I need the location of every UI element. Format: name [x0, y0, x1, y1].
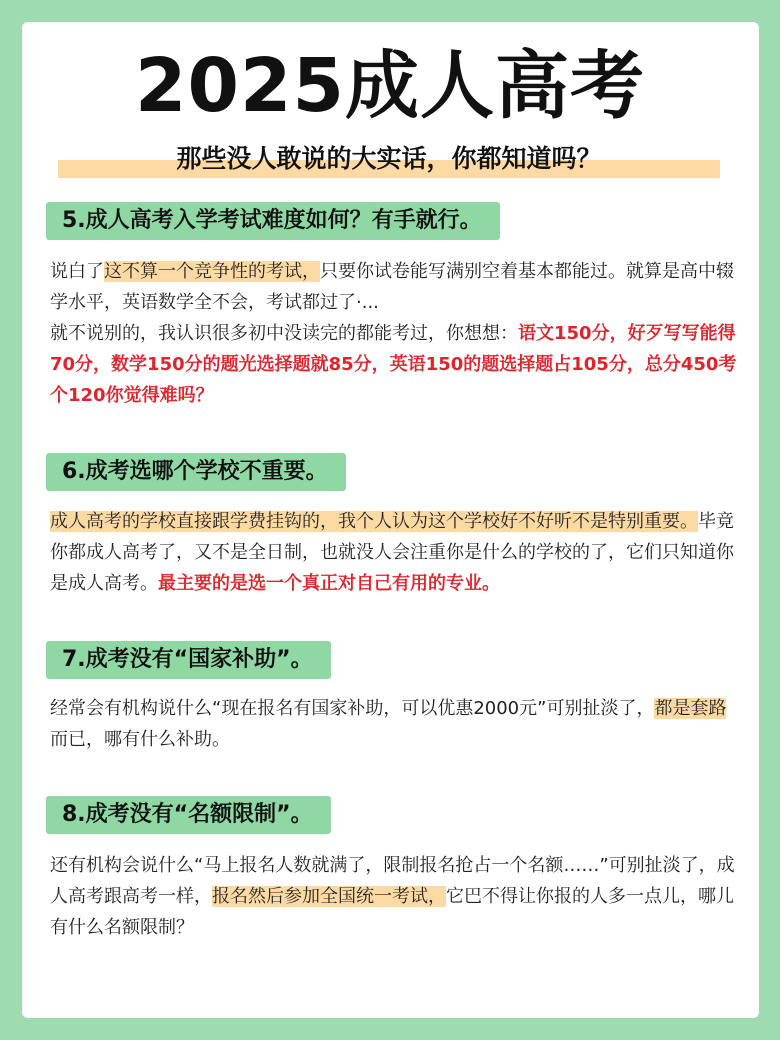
section-5-text-cont: 只要你试卷能写满别空着基本都能过。就算是高中辍学水平，英语数学全不会，考试都过了·... — [50, 261, 734, 313]
subtitle-block — [58, 143, 720, 181]
section-5-text-2: 就不说别的，我认识很多初中没读完的都能考过，你想想： — [50, 323, 518, 344]
section-7-text: 经常会有机构说什么“现在报名有国家补助，可以优惠2000元”可别扯淡了， — [50, 698, 655, 719]
section-8-text: 还有机构会说什么“马上报名人数就满了，限制报名抢占一个名额……”可别扯淡了，成人高考跟高考一样， — [50, 855, 735, 907]
section-6-text: 毕竟你都成人高考了，又不是全日制，也就没人会注重你是什么的学校的了，它们只知道你是成人高考。 — [50, 511, 734, 594]
section-7-highlight: 都是套路 — [654, 698, 727, 719]
section-7-text-cont: 而已，哪有什么补助。 — [50, 729, 230, 750]
section-5-text: 说白了 — [50, 261, 104, 282]
section-8-text-cont: 它巴不得让你报的人多一点儿，哪儿有什么名额限制？ — [50, 886, 734, 938]
section-5-heading: 5.成人高考入学考试难度如何？有手就行。 — [46, 202, 500, 240]
page-title: 2025成人高考 — [135, 43, 645, 129]
section-7-heading: 7.成考没有“国家补助”。 — [46, 641, 331, 679]
section-5-red-text: 语文150分，好歹写写能得70分，数学150分的题光选择题就85分，英语150的题选择题占105分，总分450考个120你觉得难吗？ — [50, 323, 737, 406]
section-8-heading: 8.成考没有“名额限制”。 — [46, 796, 331, 834]
section-6-highlight: 成人高考的学校直接跟学费挂钩的，我个人认为这个学校好不好听不是特别重要。 — [50, 511, 698, 532]
section-6-body — [50, 506, 740, 599]
section-8-highlight: 报名然后参加全国统一考试， — [212, 886, 446, 907]
section-6-heading: 6.成考选哪个学校不重要。 — [46, 453, 346, 491]
section-6-red-text: 最主要的是选一个真正对自己有用的专业。 — [158, 573, 500, 594]
subtitle: 那些没人敢说的大实话，你都知道吗？ — [176, 144, 602, 173]
section-5-body — [50, 256, 740, 411]
section-5-highlight: 这不算一个竞争性的考试， — [104, 261, 320, 282]
section-7-body — [50, 693, 740, 755]
section-8-body — [50, 850, 740, 943]
